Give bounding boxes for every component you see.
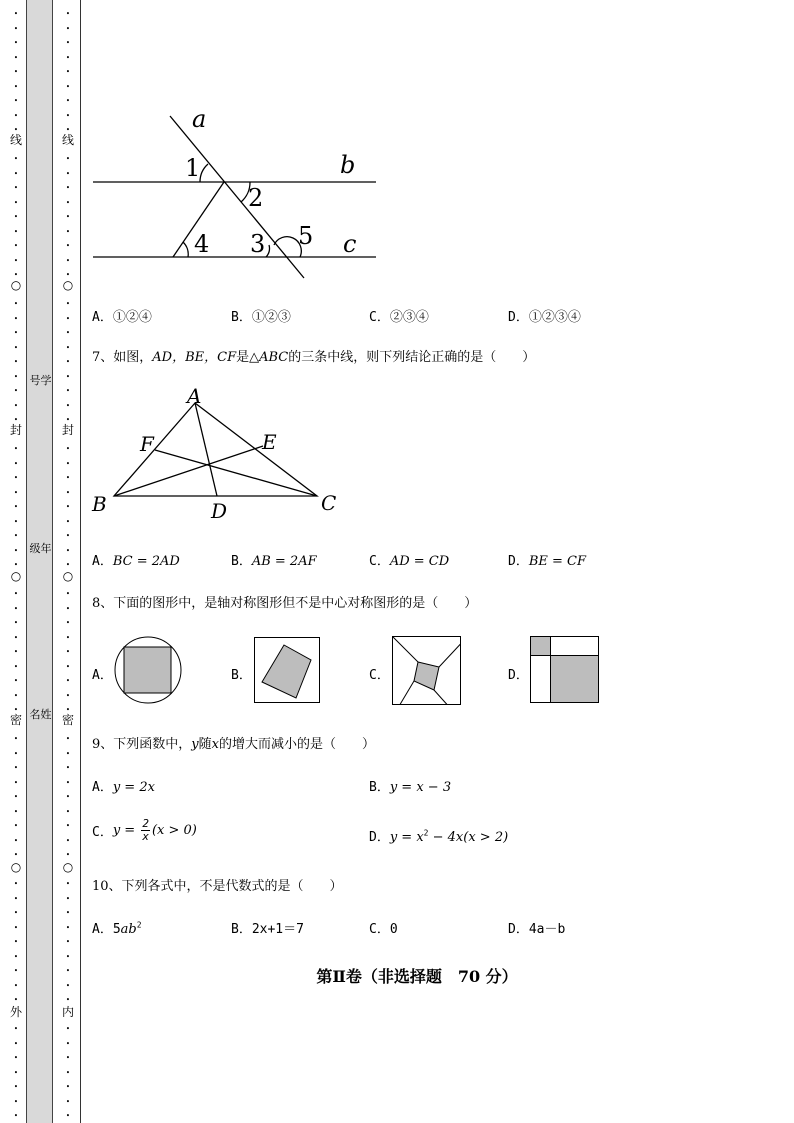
q6-option-c: C．②③④	[369, 310, 429, 325]
margin-dot: •	[65, 590, 71, 598]
label-b: b	[340, 151, 356, 179]
q10-option-c: C．0	[369, 922, 398, 937]
label-2: 2	[248, 184, 264, 212]
name-label: 名姓	[29, 708, 52, 721]
margin-dot: •	[65, 619, 71, 627]
student-number-label: 号学	[29, 374, 52, 387]
margin-dot: •	[65, 764, 71, 772]
q6-option-b: B．①②③	[231, 310, 291, 325]
margin-dot: •	[13, 1098, 19, 1106]
margin-dot: •	[13, 561, 19, 569]
margin-dot: •	[13, 677, 19, 685]
margin-dot: •	[65, 460, 71, 468]
margin-dot: •	[65, 547, 71, 555]
line-mark: 线	[62, 133, 75, 147]
margin-dot: •	[13, 822, 19, 830]
margin-dot: •	[65, 184, 71, 192]
parallel-lines-figure	[88, 100, 388, 290]
q7-option-b: B．AB = 2AF	[231, 554, 317, 569]
q9-option-a: A．y = 2x	[92, 780, 155, 795]
grade-label: 级年	[29, 542, 52, 555]
q9-option-c: C．y = $\frac{2}{x}$ (x > 0)	[92, 817, 197, 843]
margin-dot: •	[13, 779, 19, 787]
margin-dot: •	[13, 489, 19, 497]
margin-dot: •	[65, 170, 71, 178]
margin-dot: •	[13, 112, 19, 120]
label-3: 3	[250, 230, 266, 258]
margin-dot: •	[13, 503, 19, 511]
q8-figure-a	[113, 636, 185, 706]
margin-dot: •	[65, 692, 71, 700]
margin-dot: •	[13, 808, 19, 816]
margin-dot: •	[65, 97, 71, 105]
inner-dotted-line	[62, 0, 74, 1123]
margin-dot: •	[65, 10, 71, 18]
q7-option-c: C．AD = CD	[369, 554, 450, 569]
seal-mark: 封	[62, 423, 75, 437]
q10-stem: 10、下列各式中，不是代数式的是（ ）	[92, 879, 343, 894]
circle-mark: ○	[10, 569, 22, 583]
margin-dot: •	[65, 213, 71, 221]
q9-option-b: B．y = x − 3	[369, 780, 452, 795]
margin-dot: •	[13, 1083, 19, 1091]
label-4: 4	[194, 230, 210, 258]
margin-dot: •	[65, 445, 71, 453]
margin-dot: •	[65, 1098, 71, 1106]
q10-option-a: A．$5ab^2$	[92, 920, 142, 937]
margin-dot: •	[13, 68, 19, 76]
q9-stem: 9、下列函数中，y随x的增大而减小的是（ ）	[92, 737, 376, 752]
margin-dot: •	[65, 880, 71, 888]
vertex-c: C	[321, 491, 337, 515]
margin-dot: •	[13, 750, 19, 758]
margin-dot: •	[13, 518, 19, 526]
margin-dot: •	[13, 1054, 19, 1062]
circle-mark: ○	[62, 569, 74, 583]
point-e: E	[262, 430, 277, 454]
margin-dot: •	[13, 199, 19, 207]
margin-dot: •	[13, 387, 19, 395]
margin-dot: •	[13, 329, 19, 337]
vertex-b: B	[92, 492, 107, 516]
margin-dot: •	[65, 924, 71, 932]
margin-dot: •	[65, 750, 71, 758]
margin-dot: •	[13, 25, 19, 33]
margin-dot: •	[13, 170, 19, 178]
margin-dot: •	[13, 1040, 19, 1048]
side-mark: 外	[10, 1005, 23, 1019]
margin-dot: •	[65, 1069, 71, 1077]
q8-stem: 8、下面的图形中，是轴对称图形但不是中心对称图形的是（ ）	[92, 596, 478, 611]
secret-mark: 密	[10, 713, 23, 727]
margin-dot: •	[65, 938, 71, 946]
margin-dot: •	[13, 155, 19, 163]
margin-dot: •	[65, 373, 71, 381]
margin-dot: •	[13, 692, 19, 700]
margin-dot: •	[13, 416, 19, 424]
margin-dot: •	[65, 329, 71, 337]
margin-dot: •	[13, 851, 19, 859]
margin-dot: •	[65, 199, 71, 207]
margin-dot: •	[65, 909, 71, 917]
margin-dot: •	[65, 387, 71, 395]
margin-dot: •	[13, 242, 19, 250]
margin-dot: •	[13, 996, 19, 1004]
margin-dot: •	[13, 793, 19, 801]
margin-dot: •	[13, 1112, 19, 1120]
margin-dot: •	[65, 68, 71, 76]
margin-dot: •	[13, 895, 19, 903]
margin-dot: •	[13, 126, 19, 134]
margin-dot: •	[65, 793, 71, 801]
margin-dot: •	[13, 445, 19, 453]
margin-dot: •	[13, 735, 19, 743]
margin-dot: •	[65, 953, 71, 961]
margin-dot: •	[13, 1069, 19, 1077]
q7-option-d: D．BE = CF	[508, 554, 586, 569]
seal-mark: 封	[10, 423, 23, 437]
margin-dot: •	[13, 97, 19, 105]
angle-3-arc	[266, 245, 270, 257]
margin-dot: •	[65, 808, 71, 816]
margin-dot: •	[13, 54, 19, 62]
margin-dot: •	[65, 155, 71, 163]
margin-dot: •	[65, 228, 71, 236]
label-c: c	[343, 230, 357, 258]
margin-dot: •	[13, 909, 19, 917]
margin-dot: •	[13, 982, 19, 990]
margin-dot: •	[13, 1025, 19, 1033]
margin-dot: •	[13, 706, 19, 714]
margin-dot: •	[65, 677, 71, 685]
q6-option-d: D．①②③④	[508, 310, 581, 325]
margin-dot: •	[13, 315, 19, 323]
margin-dot: •	[65, 126, 71, 134]
margin-dot: •	[65, 54, 71, 62]
fraction-2-over-x: $\frac{2}{x}$	[142, 817, 149, 843]
margin-dot: •	[65, 300, 71, 308]
margin-dot: •	[65, 967, 71, 975]
margin-dot: •	[13, 460, 19, 468]
margin-dot: •	[65, 25, 71, 33]
margin-dot: •	[65, 735, 71, 743]
margin-dot: •	[13, 300, 19, 308]
outer-dotted-line	[10, 0, 22, 1123]
margin-dot: •	[65, 895, 71, 903]
margin-dot: •	[65, 532, 71, 540]
margin-dot: •	[13, 837, 19, 845]
q10-option-b: B．2x+1＝7	[231, 922, 304, 937]
point-d: D	[211, 499, 228, 523]
margin-dot: •	[65, 837, 71, 845]
margin-dot: •	[65, 518, 71, 526]
margin-dot: •	[13, 39, 19, 47]
margin-dot: •	[13, 532, 19, 540]
margin-dot: •	[13, 605, 19, 613]
median-cf	[155, 450, 317, 496]
margin-dot: •	[65, 663, 71, 671]
line-mark: 线	[10, 133, 23, 147]
margin-dot: •	[13, 10, 19, 18]
margin-dot: •	[65, 402, 71, 410]
vertex-a: A	[187, 384, 202, 408]
margin-dot: •	[65, 39, 71, 47]
margin-dot: •	[65, 358, 71, 366]
q9-option-d: D．$y = x^2 - 4x(x > 2)$	[369, 828, 509, 845]
margin-dot: •	[13, 619, 19, 627]
q8-figure-d	[530, 636, 600, 704]
margin-dot: •	[65, 271, 71, 279]
margin-dot: •	[13, 257, 19, 265]
margin-dot: •	[65, 1040, 71, 1048]
margin-dot: •	[65, 851, 71, 859]
q8-figure-c	[392, 636, 462, 706]
margin-dot: •	[13, 373, 19, 381]
margin-dot: •	[65, 416, 71, 424]
margin-dot: •	[65, 474, 71, 482]
section-title: 第Ⅱ卷（非选择题 70 分）	[316, 967, 518, 986]
margin-dot: •	[13, 590, 19, 598]
margin-dot: •	[65, 634, 71, 642]
q7-stem: 7、如图，AD，BE，CF是△ABC的三条中线，则下列结论正确的是（ ）	[92, 350, 536, 365]
margin-dot: •	[65, 648, 71, 656]
margin-dot: •	[65, 242, 71, 250]
point-f: F	[140, 432, 154, 456]
margin-dot: •	[13, 344, 19, 352]
margin-dot: •	[13, 924, 19, 932]
margin-dot: •	[65, 996, 71, 1004]
margin-dot: •	[13, 953, 19, 961]
line-a	[170, 116, 304, 278]
margin-dot: •	[65, 344, 71, 352]
q10-option-d: D．4a－b	[508, 922, 566, 937]
margin-dot: •	[65, 982, 71, 990]
margin-dot: •	[13, 938, 19, 946]
q8-letter-c: C．	[369, 668, 390, 683]
margin-dot: •	[13, 764, 19, 772]
q7-option-a: A．BC = 2AD	[92, 554, 180, 569]
label-a: a	[192, 105, 207, 133]
margin-dot: •	[13, 967, 19, 975]
margin-dot: •	[13, 880, 19, 888]
margin-border-line	[80, 0, 81, 1123]
margin-dot: •	[65, 822, 71, 830]
margin-dot: •	[13, 83, 19, 91]
margin-dot: •	[65, 503, 71, 511]
circle-mark: ○	[10, 860, 22, 874]
margin-dot: •	[13, 213, 19, 221]
margin-dot: •	[65, 605, 71, 613]
q6-option-a: A．①②④	[92, 310, 152, 325]
label-1: 1	[185, 154, 201, 182]
margin-dot: •	[65, 779, 71, 787]
q8-letter-d: D．	[508, 668, 529, 683]
label-5: 5	[298, 222, 314, 250]
margin-dot: •	[65, 1054, 71, 1062]
margin-dot: •	[13, 634, 19, 642]
margin-dot: •	[13, 663, 19, 671]
margin-dot: •	[65, 706, 71, 714]
q8-letter-a: A．	[92, 668, 113, 683]
margin-dot: •	[13, 648, 19, 656]
student-info-strip	[26, 0, 53, 1123]
margin-dot: •	[65, 1112, 71, 1120]
margin-dot: •	[13, 358, 19, 366]
margin-dot: •	[13, 402, 19, 410]
margin-dot: •	[13, 184, 19, 192]
margin-dot: •	[65, 561, 71, 569]
q8-figure-b	[254, 637, 322, 705]
margin-dot: •	[13, 474, 19, 482]
q8-letter-b: B．	[231, 668, 252, 683]
margin-dot: •	[65, 315, 71, 323]
margin-dot: •	[65, 112, 71, 120]
circle-mark: ○	[62, 278, 74, 292]
circle-mark: ○	[62, 860, 74, 874]
margin-dot: •	[13, 271, 19, 279]
angle-1-arc	[200, 164, 208, 182]
circle-mark: ○	[10, 278, 22, 292]
angle-4-arc	[183, 242, 188, 257]
secret-mark: 密	[62, 713, 75, 727]
triangle-medians-figure	[88, 380, 348, 525]
margin-dot: •	[65, 1083, 71, 1091]
margin-dot: •	[13, 547, 19, 555]
side-mark: 内	[62, 1005, 75, 1019]
margin-dot: •	[65, 83, 71, 91]
margin-dot: •	[65, 1025, 71, 1033]
margin-dot: •	[65, 257, 71, 265]
margin-dot: •	[65, 489, 71, 497]
margin-dot: •	[13, 228, 19, 236]
